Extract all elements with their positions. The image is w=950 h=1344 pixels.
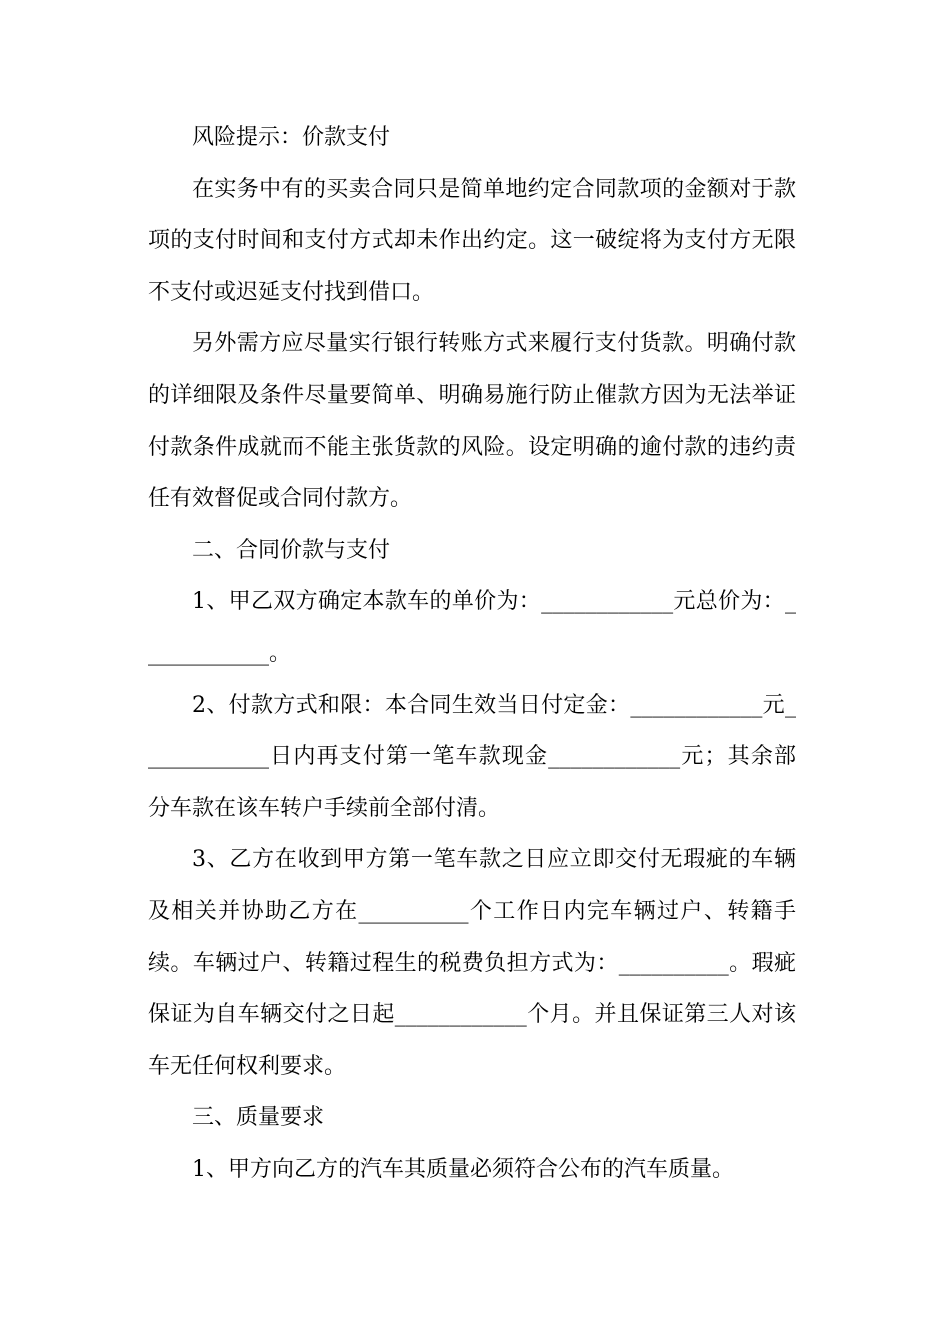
paragraph-bank-transfer: 另外需方应尽量实行银行转账方式来履行支付货款。明确付款的详细限及条件尽量要简单、明确易施行防止催款方因为无法举证付款条件成就而不能主张货款的风险。设定明确的逾付款的违约责任有效督促或合同付款方。 [148, 331, 796, 512]
section-heading-quality: 三、质量要求 [192, 1105, 325, 1131]
paragraph-payment-practice: 在实务中有的买卖合同只是简单地约定合同款项的金额对于款项的支付时间和支付方式却未作出约定。这一破绽将为支付方无限不支付或迟延支付找到借口。 [148, 176, 796, 305]
clause-vehicle-delivery: 3、乙方在收到甲方第一笔车款之日应立即交付无瑕疵的车辆及相关并协助乙方在__________个工作日内完车辆过户、转籍手续。车辆过户、转籍过程生的税费负担方式为：__________。瑕疵保证为自车辆交付之日起____________个月。并且保证第三人对该车无任何权利要求。 [148, 847, 796, 1079]
clause-payment-method: 2、付款方式和限：本合同生效当日付定金：____________元____________日内再支付第一笔车款现金____________元；其余部分车款在该车转户手续前全部付清。 [148, 692, 796, 821]
document-body [148, 112, 796, 1195]
clause-quality-standard: 1、甲方向乙方的汽车其质量必须符合公布的汽车质量。 [192, 1156, 734, 1182]
section-heading-price-payment: 二、合同价款与支付 [192, 537, 391, 563]
clause-unit-price: 1、甲乙双方确定本款车的单价为：____________元总价为：____________。 [148, 589, 796, 666]
heading-risk-tip: 风险提示：价款支付 [192, 125, 391, 150]
